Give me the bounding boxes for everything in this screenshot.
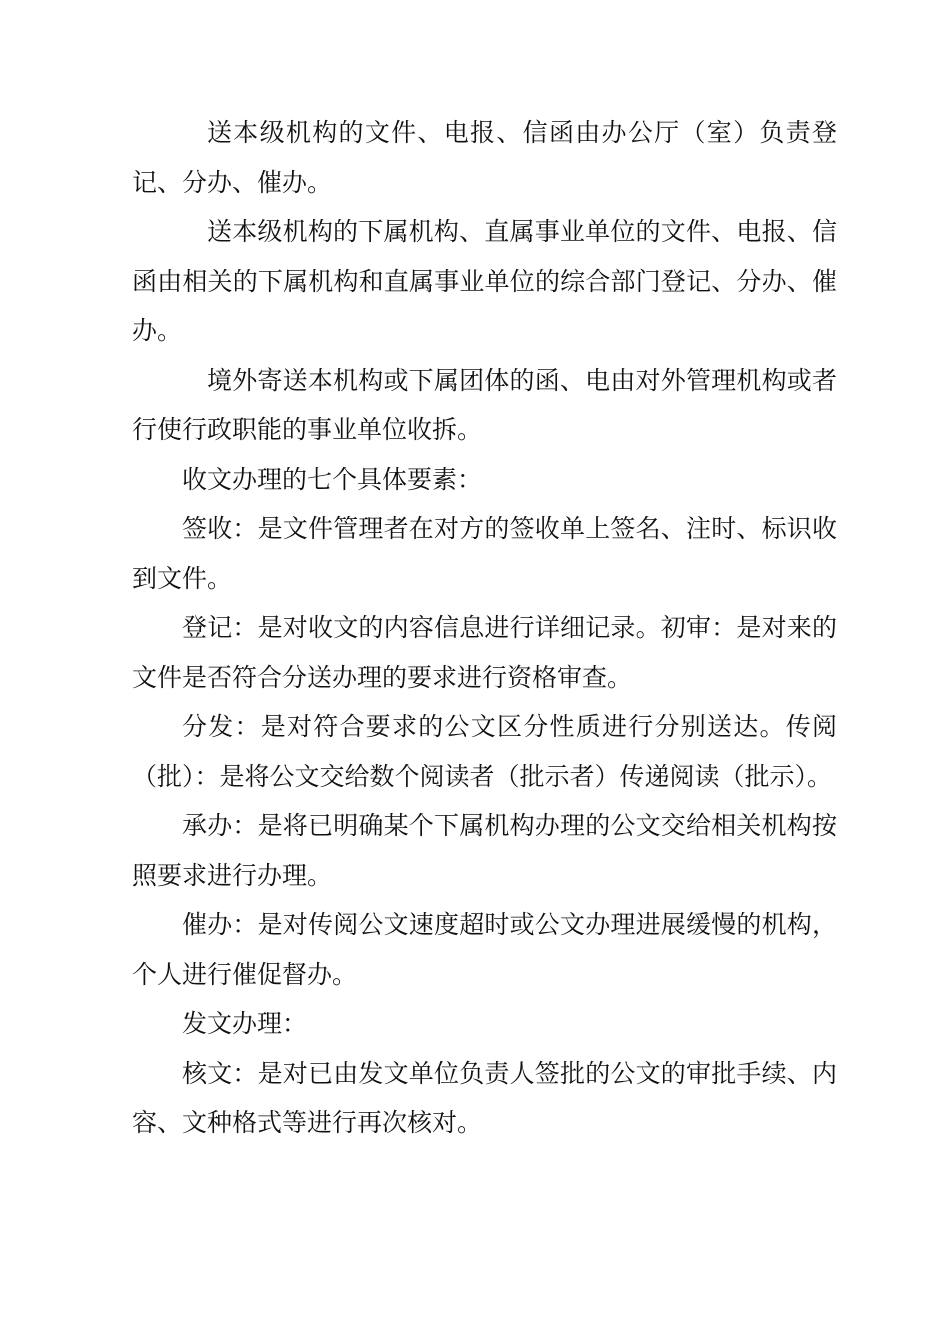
paragraph-receipt-office: 送本级机构的文件、电报、信函由办公厅（室）负责登记、分办、催办。: [132, 118, 837, 197]
paragraph-receipt-overseas: 境外寄送本机构或下属团体的函、电由对外管理机构或者行使行政职能的事业单位收拆。: [132, 365, 837, 444]
paragraph-register-review: 登记：是对收文的内容信息进行详细记录。初审：是对来的文件是否符合分送办理的要求进行资格审查。: [132, 613, 837, 692]
paragraph-sign-receipt: 签收：是文件管理者在对方的签收单上签名、注时、标识收到文件。: [132, 514, 837, 593]
paragraph-verify: 核文：是对已由发文单位负责人签批的公文的审批手续、内容、文种格式等进行再次核对。: [132, 1058, 837, 1137]
heading-dispatch-handling: 发文办理：: [182, 1009, 308, 1038]
paragraph-receipt-subordinate: 送本级机构的下属机构、直属事业单位的文件、电报、信函由相关的下属机构和直属事业单位的综合部门登记、分办、催办。: [132, 217, 837, 345]
document-body: [132, 108, 837, 1148]
heading-seven-elements: 收文办理的七个具体要素：: [182, 464, 483, 494]
paragraph-undertake: 承办：是将已明确某个下属机构办理的公文交给相关机构按照要求进行办理。: [132, 811, 837, 890]
paragraph-urge: 催办：是对传阅公文速度超时或公文办理进展缓慢的机构，个人进行催促督办。: [132, 910, 837, 989]
paragraph-distribute-circulate: 分发：是对符合要求的公文区分性质进行分别送达。传阅（批）：是将公文交给数个阅读者（批示者）传递阅读（批示）。: [132, 712, 837, 791]
